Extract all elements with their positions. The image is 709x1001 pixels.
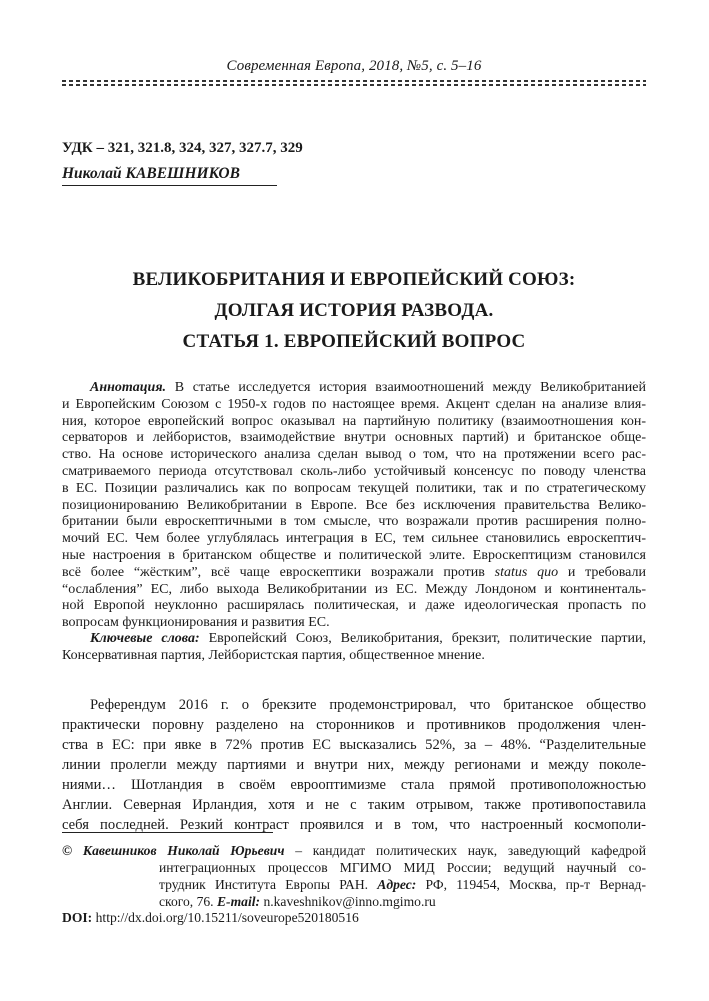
- abstract-line: всё более “жёстким”, всё чаще евроскептики возражали против status quo и требовали: [62, 564, 646, 580]
- abstract-line: ство. На основе исторического анализа сделан вывод о том, что на протяжении всего рас-: [62, 447, 646, 463]
- doi-label: DOI:: [62, 910, 93, 925]
- email-link[interactable]: n.kaveshnikov@inno.mgimo.ru: [263, 894, 436, 909]
- body-line: линии пролегли между партиями и внутри них, между регионами и между поколе-: [62, 757, 646, 773]
- title-line-1: ВЕЛИКОБРИТАНИЯ И ЕВРОПЕЙСКИЙ СОЮЗ:: [132, 269, 576, 290]
- doi: [62, 910, 359, 926]
- keywords-label: Ключевые слова:: [90, 631, 200, 646]
- abstract-line: серваторов и лейбористов, взаимодействие внутри основных партий) и британское обще-: [62, 430, 646, 446]
- body-line: Англии. Северная Ирландия, хотя и не с таким отрывом, также противопоставила: [62, 797, 646, 813]
- footnote-line: трудник Института Европы РАН. Адрес: РФ, 119454, Москва, пр-т Вернад-: [159, 877, 646, 892]
- doi-link[interactable]: http://dx.doi.org/10.15211/soveurope520180516: [95, 910, 359, 925]
- abstract-line: “ослабления” ЕС, либо выхода Великобритании из ЕС. Между Лондоном и континенталь-: [62, 581, 646, 597]
- running-head: Современная Европа, 2018, №5, с. 5–16: [226, 58, 482, 74]
- footnote-line: интеграционных процессов МГИМО МИД России; ведущий научный со-: [159, 860, 646, 875]
- abstract-line: сматриваемого периода отсутствовал сколь-либо устойчивый консенсус по поводу членства: [62, 463, 646, 479]
- keywords: [62, 631, 646, 665]
- abstract-line: британии были евроскептичными в том смысле, что возражали против расширения полно-: [62, 514, 646, 530]
- body-text: [62, 695, 646, 835]
- header-divider: [62, 80, 646, 86]
- keywords-line: Консервативная партия, Лейбористская партия, общественное мнение.: [62, 647, 485, 663]
- address-label: Адрес:: [377, 877, 417, 892]
- footnote-line: © Кавешников Николай Юрьевич – кандидат политических наук, заведующий кафедрой: [62, 843, 647, 858]
- status-quo-term: status quo: [494, 564, 559, 580]
- author-rule: [62, 185, 277, 186]
- body-line: практически поровну разделено на сторонников и противников продолжения член-: [62, 717, 646, 733]
- copyright-sign: ©: [62, 843, 73, 858]
- abstract-line: в ЕС. Позиции различались как по вопросам текущей политики, так и по стратегическому: [62, 480, 646, 496]
- abstract-line: вопросам функционирования и развития ЕС.: [62, 615, 330, 631]
- footnote-rule: [62, 832, 273, 833]
- author-footnote: [62, 842, 646, 910]
- title-line-3: СТАТЬЯ 1. ЕВРОПЕЙСКИЙ ВОПРОС: [182, 331, 526, 352]
- author-name: Николай КАВЕШНИКОВ: [62, 165, 240, 182]
- email-label: E-mail:: [216, 894, 261, 909]
- article-title: [62, 264, 646, 357]
- footnote-author: Кавешников Николай Юрьевич: [82, 843, 285, 858]
- abstract-line: и Европейским Союзом с 1950-х годов по настоящее время. Акцент сделан на анализе влия-: [62, 396, 646, 412]
- abstract-line: позиционированию Великобритании в Европе. Все без исключения правительства Велико-: [62, 497, 646, 513]
- footnote-line: ского, 76. E-mail: n.kaveshnikov@inno.mgimo.ru: [159, 894, 436, 909]
- abstract-line: Аннотация. В статье исследуется история взаимоотношений между Великобританией: [90, 380, 647, 395]
- keywords-line: Ключевые слова: Европейский Союз, Великобритания, брекзит, политические партии,: [90, 631, 646, 646]
- abstract-line: ные настроения в британском обществе и политической элите. Евроскептицизм становился: [62, 547, 646, 563]
- abstract-line: ния, которое европейский вопрос оказывал на партийную политику (взаимоотношения кон-: [62, 413, 646, 429]
- abstract: [62, 380, 646, 632]
- title-line-2: ДОЛГАЯ ИСТОРИЯ РАЗВОДА.: [214, 300, 494, 321]
- abstract-label: Аннотация.: [90, 380, 167, 395]
- body-line: ниями… Шотландия в своём еврооптимизме стала прямой противоположностью: [62, 777, 646, 793]
- abstract-line: ной Европой неуклонно расширялась политическая, и даже идеологическая пропасть по: [62, 598, 646, 614]
- body-line: себя последней. Резкий контраст проявился и в том, что настроенный космополи-: [62, 817, 646, 833]
- body-line: ства в ЕС: при явке в 72% против ЕС высказались 52%, за – 48%. “Разделительные: [62, 737, 646, 753]
- udk-code: УДК – 321, 321.8, 324, 327, 327.7, 329: [62, 140, 303, 156]
- body-line: Референдум 2016 г. о брекзите продемонстрировал, что британское общество: [90, 697, 646, 713]
- abstract-line: мочий ЕС. Чем более углублялась интеграция в ЕС, тем сильнее становились евроскептич-: [62, 531, 646, 547]
